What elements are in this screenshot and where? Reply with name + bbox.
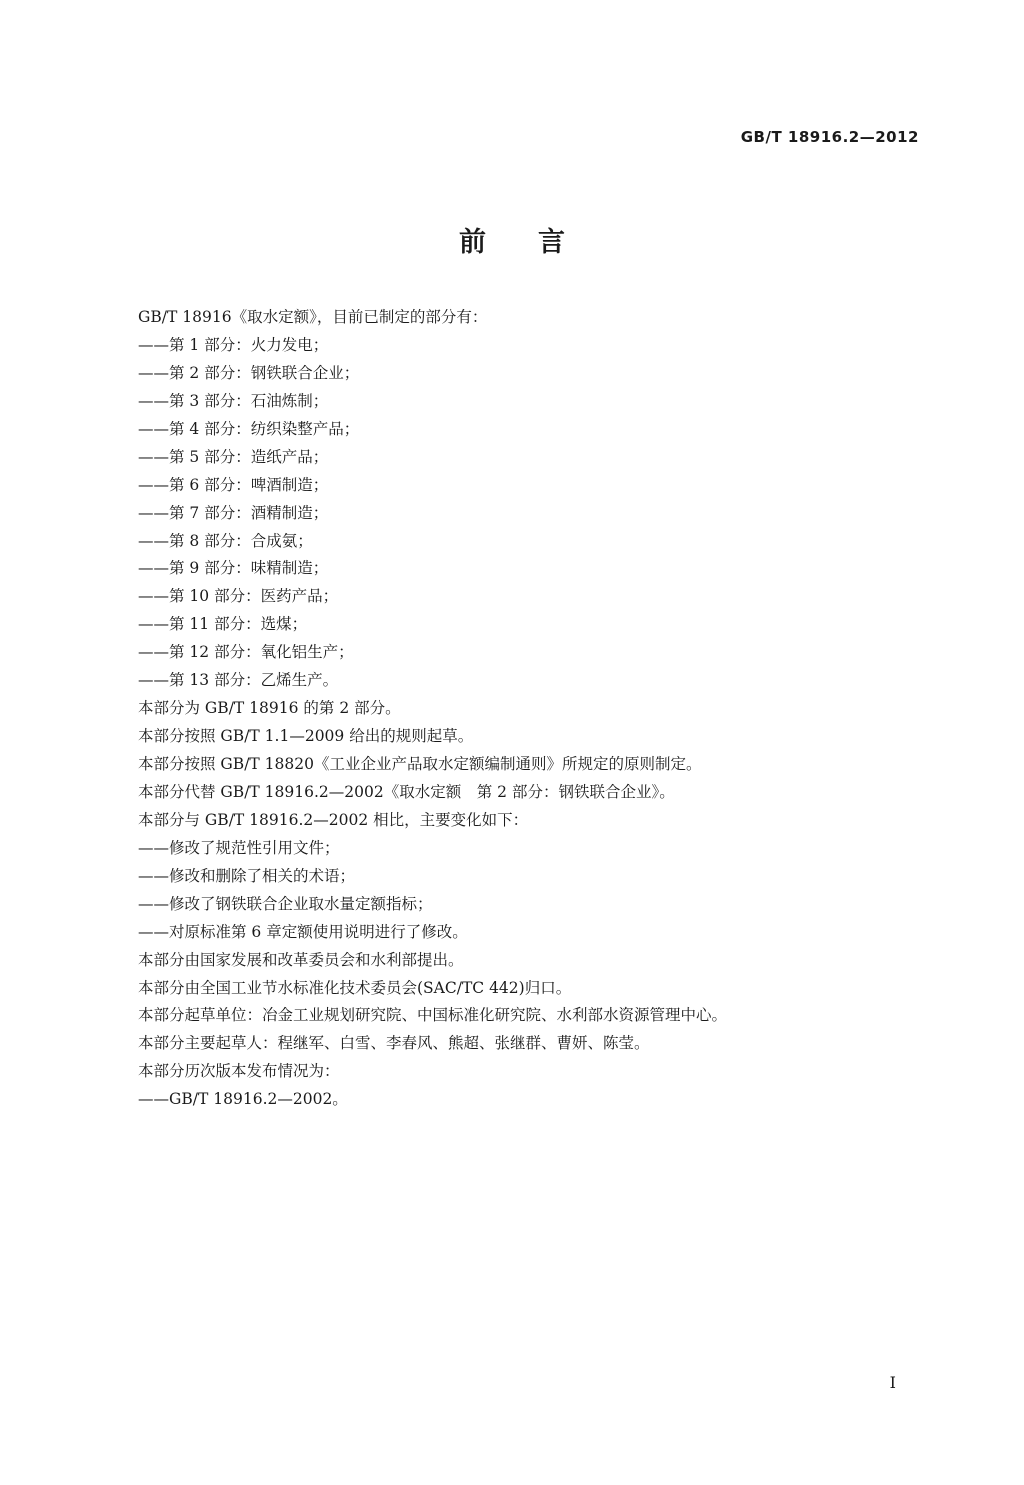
- page-number: I: [889, 1373, 896, 1392]
- list-item: ——第 6 部分：啤酒制造；: [138, 475, 329, 494]
- list-item: ——第 5 部分：造纸产品；: [138, 447, 329, 466]
- text-line: 本部分代替 GB/T 18916.2—2002《取水定额 第 2 部分：钢铁联合企业》。: [138, 782, 675, 801]
- list-item: ——修改了钢铁联合企业取水量定额指标；: [138, 894, 433, 913]
- list-item: ——第 4 部分：纺织染整产品；: [138, 419, 360, 438]
- list-item: ——第 8 部分：合成氨；: [138, 531, 313, 550]
- list-item: ——第 2 部分：钢铁联合企业；: [138, 363, 360, 382]
- text-line: 本部分按照 GB/T 18820《工业企业产品取水定额编制通则》所规定的原则制定。: [138, 755, 702, 773]
- list-item: ——第 11 部分：选煤；: [138, 615, 308, 634]
- list-item: ——第 3 部分：石油炼制；: [138, 391, 329, 410]
- text-line: 本部分历次版本发布情况为：: [138, 1062, 340, 1081]
- text-line: 本部分按照 GB/T 1.1—2009 给出的规则起草。: [138, 727, 474, 746]
- text-line: 本部分主要起草人：程继军、白雪、李春风、熊超、张继群、曹妍、陈莹。: [138, 1034, 650, 1053]
- text-line: 本部分由全国工业节水标准化技术委员会(SAC/TC 442)归口。: [138, 978, 572, 997]
- list-item: ——修改和删除了相关的术语；: [138, 866, 356, 885]
- list-item: ——第 9 部分：味精制造；: [138, 559, 329, 578]
- list-item: ——第 1 部分：火力发电；: [138, 335, 329, 354]
- text-line: GB/T 18916《取水定额》，目前已制定的部分有：: [138, 308, 488, 326]
- standard-number: GB/T 18916.2—2012: [740, 128, 919, 146]
- list-item: ——第 7 部分：酒精制造；: [138, 503, 329, 522]
- page-title: 前言: [459, 227, 617, 258]
- list-item: ——第 12 部分：氧化铝生产；: [138, 643, 354, 662]
- text-line: 本部分由国家发展和改革委员会和水利部提出。: [138, 950, 464, 969]
- text-line: 本部分与 GB/T 18916.2—2002 相比，主要变化如下：: [138, 810, 529, 829]
- text-line: 本部分起草单位：冶金工业规划研究院、中国标准化研究院、水利部水资源管理中心。: [138, 1006, 728, 1025]
- text-line: 本部分为 GB/T 18916 的第 2 部分。: [138, 699, 401, 718]
- list-item: ——第 13 部分：乙烯生产。: [138, 671, 339, 690]
- list-item: ——修改了规范性引用文件；: [138, 838, 340, 857]
- list-item: ——GB/T 18916.2—2002。: [138, 1090, 348, 1109]
- foreword-body: [138, 304, 918, 1114]
- list-item: ——第 10 部分：医药产品；: [138, 587, 339, 606]
- list-item: ——对原标准第 6 章定额使用说明进行了修改。: [138, 922, 468, 941]
